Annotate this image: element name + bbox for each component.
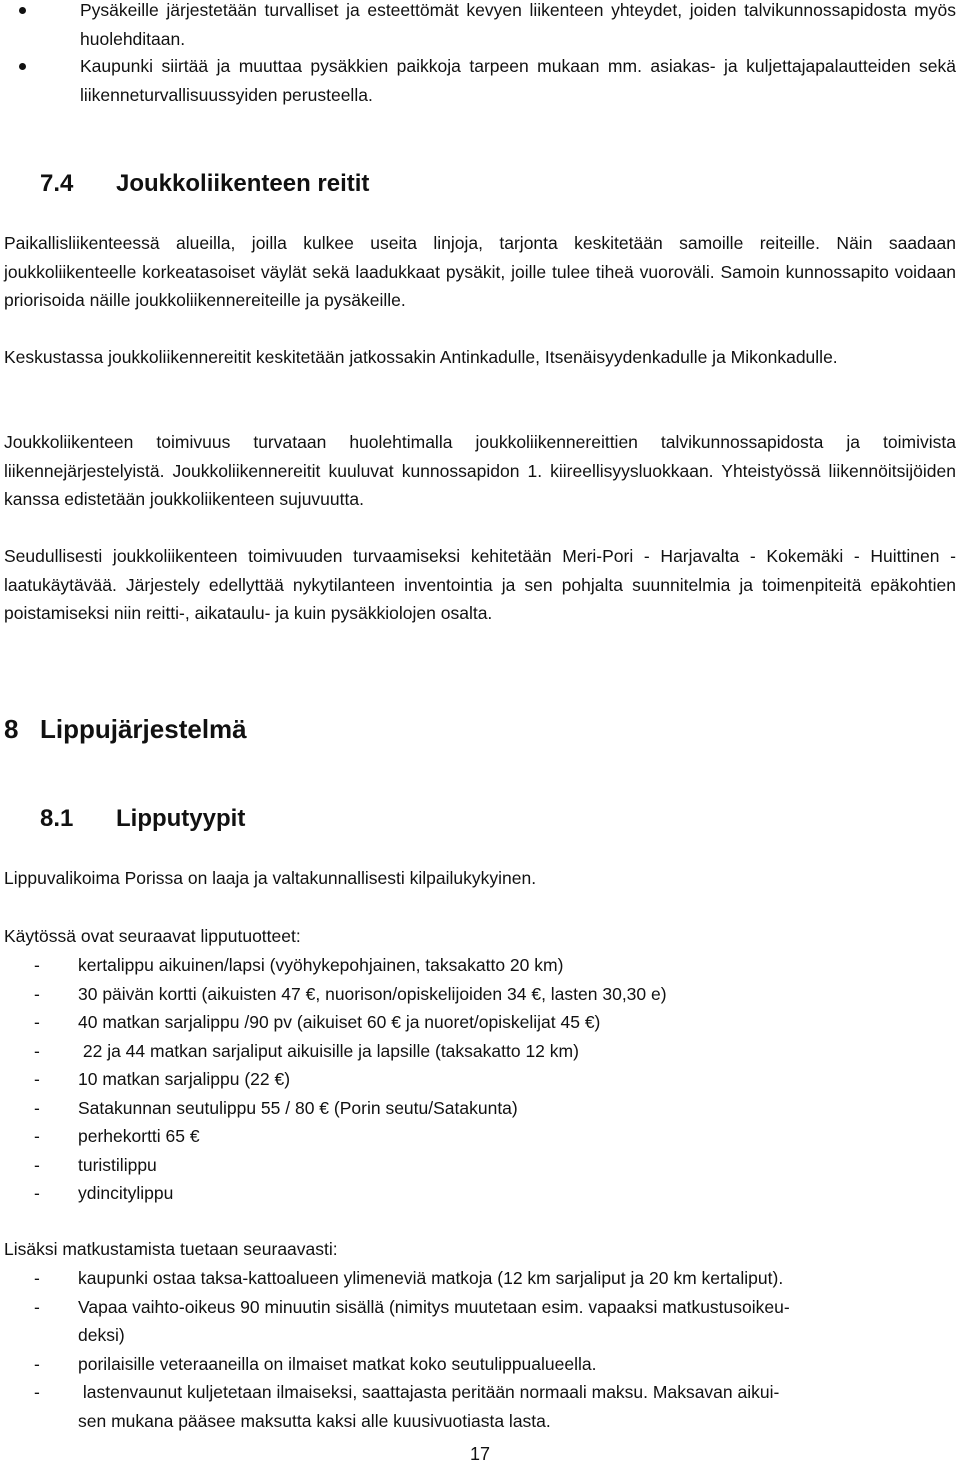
section-number: 8.1: [40, 805, 74, 832]
list-item: 30 päivän kortti (aikuisten 47 €, nuorison/opiskelijoiden 34 €, lasten 30,30 e): [78, 983, 667, 1004]
list-title: Lisäksi matkustamista tuetaan seuraavasti:: [4, 1239, 338, 1259]
list-dash: -: [34, 1126, 40, 1146]
list-item: Vapaa vaihto-oikeus 90 minuutin sisällä (nimitys muutetaan esim. vapaaksi matkustusoikeu-: [78, 1296, 790, 1317]
list-item: deksi): [78, 1325, 125, 1345]
list-dash: -: [34, 1296, 40, 1317]
chapter-number: 8: [4, 714, 19, 744]
list-item: sen mukana pääsee maksutta kaksi alle kuusivuotiasta lasta.: [78, 1410, 551, 1431]
list-dash: -: [34, 983, 40, 1004]
list-item: 40 matkan sarjalippu /90 pv (aikuiset 60 € ja nuoret/opiskelijat 45 €): [78, 1012, 601, 1032]
page-number: 17: [469, 1444, 491, 1464]
list-title: Käytössä ovat seuraavat lipputuotteet:: [4, 926, 301, 946]
chapter-title: Lippujärjestelmä: [40, 714, 247, 744]
list-item: lastenvaunut kuljetetaan ilmaiseksi, saattajasta peritään normaali maksu. Maksavan aikui-: [78, 1382, 780, 1402]
paragraph: Lippuvalikoima Porissa on laaja ja valtakunnallisesti kilpailukykyinen.: [4, 868, 537, 888]
list-item: turistilippu: [78, 1154, 157, 1175]
bullet-dot: [19, 63, 26, 70]
list-dash: -: [34, 1012, 40, 1032]
list-dash: -: [34, 955, 40, 975]
list-item: 10 matkan sarjalippu (22 €): [78, 1069, 291, 1089]
list-dash: -: [34, 1154, 40, 1175]
bullet-text: Kaupunki siirtää ja muuttaa pysäkkien paikkoja tarpeen mukaan mm. asiakas- ja kuljettajapalautteiden sekä liikenneturvallisuussyiden perusteella.: [80, 56, 956, 105]
paragraph: Keskustassa joukkoliikennereitit keskitetään jatkossakin Antinkadulle, Itsenäisyydenkadulle ja Mikonkadulle.: [4, 347, 838, 367]
list-dash: -: [34, 1097, 40, 1118]
list-dash: -: [34, 1268, 40, 1288]
bullet-item: [14, 52, 956, 112]
list-dash: -: [34, 1183, 40, 1203]
list-item: kaupunki ostaa taksa-kattoalueen ylimeneviä matkoja (12 km sarjaliput ja 20 km kertaliput).: [78, 1268, 784, 1288]
paragraph: Joukkoliikenteen toimivuus turvataan huolehtimalla joukkoliikennereittien talvikunnossapidosta ja toimivista liikennejärjestelyistä. Joukkoliikennereitit kuuluvat kunnossapidon 1. kiireellisyysluokkaan. Yhteistyössä liikennöitsijöiden kanssa edistetään joukkoliikenteen sujuvuutta.: [4, 432, 956, 509]
bullet-item: [14, 0, 956, 56]
paragraph: Seudullisesti joukkoliikenteen toimivuuden turvaamiseksi kehitetään Meri-Pori - Harjavalta - Kokemäki - Huittinen -laatukäytävää. Järjestely edellyttää nykytilanteen inventointia ja sen pohjalta suunnitelmia ja toimenpiteitä epäkohtien poistamiseksi niin reitti-, aikataulu- ja kuin pysäkkiolojen osalta.: [4, 546, 956, 623]
list-item: kertalippu aikuinen/lapsi (vyöhykepohjainen, taksakatto 20 km): [78, 955, 564, 975]
section-number: 7.4: [40, 170, 74, 197]
section-heading: [40, 170, 73, 198]
list-item: ydincitylippu: [78, 1183, 174, 1203]
bullet-text: Pysäkeille järjestetään turvalliset ja esteettömät kevyen liikenteen yhteydet, joiden talvikunnossapidosta myös huolehditaan.: [80, 0, 956, 49]
paragraph: Paikallisliikenteessä alueilla, joilla kulkee useita linjoja, tarjonta keskitetään samoille reiteille. Näin saadaan joukkoliikenteelle korkeatasoiset väylät sekä laadukkaat pysäkit, joille tulee tiheä vuoroväli. Samoin kunnossapito voidaan priorisoida näille joukkoliikennereiteille ja pysäkeille.: [4, 233, 956, 310]
list-item: porilaisille veteraaneilla on ilmaiset matkat koko seutulippualueella.: [78, 1353, 597, 1374]
list-dash: -: [34, 1382, 40, 1402]
bullet-dot: [19, 7, 26, 14]
list-dash: -: [34, 1040, 40, 1061]
list-dash: -: [34, 1353, 40, 1374]
list-dash: -: [34, 1069, 40, 1089]
list-item: perhekortti 65 €: [78, 1126, 200, 1146]
section-title: Lipputyypit: [116, 805, 246, 832]
list-item: 22 ja 44 matkan sarjaliput aikuisille ja lapsille (taksakatto 12 km): [78, 1040, 579, 1061]
section-title: Joukkoliikenteen reitit: [116, 170, 370, 197]
list-item: Satakunnan seutulippu 55 / 80 € (Porin seutu/Satakunta): [78, 1097, 518, 1118]
